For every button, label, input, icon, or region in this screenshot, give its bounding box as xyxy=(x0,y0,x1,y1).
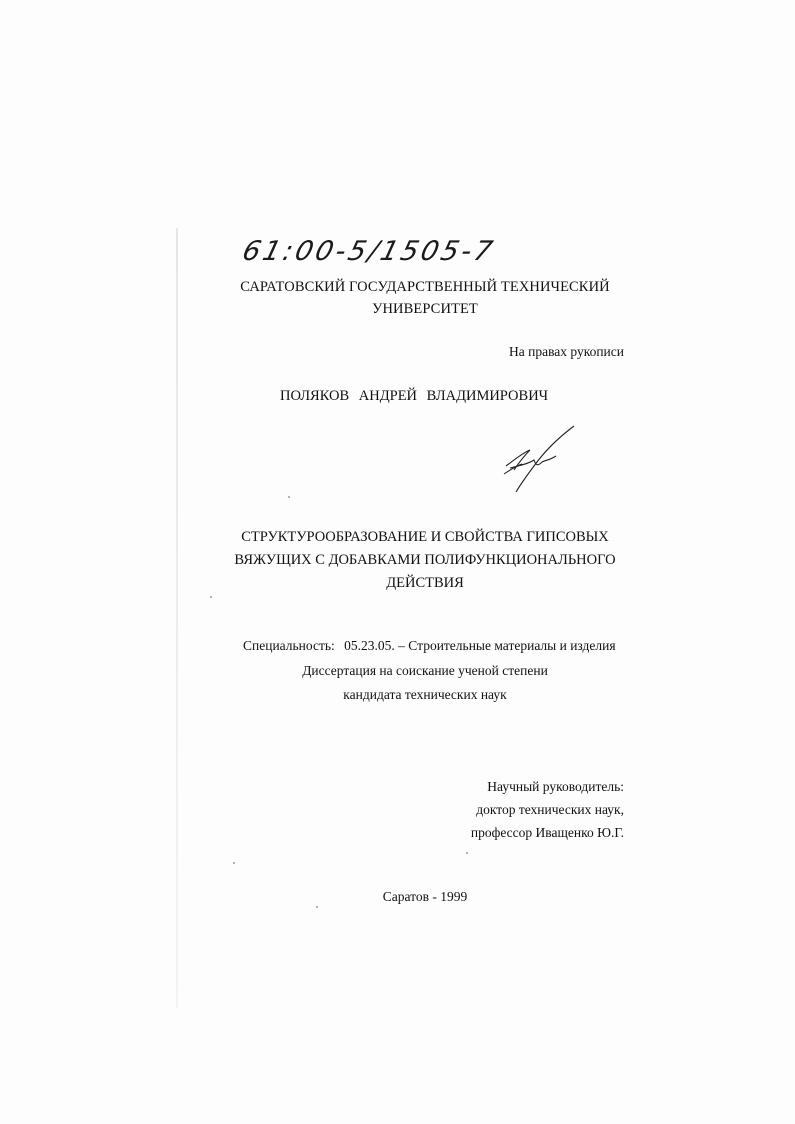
thesis-line-1: Диссертация на соискание ученой степени xyxy=(302,663,548,678)
place-and-year: Саратов - 1999 xyxy=(382,889,468,904)
author-name: ПОЛЯКОВ АНДРЕЙ ВЛАДИМИРОВИЧ xyxy=(280,388,549,404)
scan-edge-shadow xyxy=(176,228,178,1008)
advisor-name: профессор Иващенко Ю.Г. xyxy=(470,825,624,840)
advisor-degree: доктор технических наук, xyxy=(476,802,624,817)
title-line-3: ДЕЙСТВИЯ xyxy=(386,575,464,591)
handwritten-archive-code xyxy=(237,228,507,272)
title-line-1: СТРУКТУРООБРАЗОВАНИЕ И СВОЙСТВА ГИПСОВЫХ xyxy=(241,529,609,545)
signature xyxy=(500,422,580,494)
university-line-1: САРАТОВСКИЙ ГОСУДАРСТВЕННЫЙ ТЕХНИЧЕСКИЙ xyxy=(240,279,610,295)
specialty-line xyxy=(243,638,643,654)
dissertation-title xyxy=(200,526,650,595)
university-line-2: УНИВЕРСИТЕТ xyxy=(372,301,478,317)
specialty-name: – Строительные материалы и изделия xyxy=(398,638,616,653)
archive-code-text: 61:00-5/1505-7 xyxy=(239,236,499,267)
scan-speck xyxy=(466,852,468,854)
scan-speck xyxy=(316,906,318,908)
specialty-label: Специальность: xyxy=(243,638,335,653)
university-name xyxy=(200,276,650,320)
rights-note: На правах рукописи xyxy=(508,344,624,359)
scan-speck xyxy=(210,596,212,598)
advisor-role: Научный руководитель: xyxy=(487,779,624,794)
thesis-line-2: кандидата технических наук xyxy=(343,687,507,702)
specialty-code: 05.23.05. xyxy=(344,638,395,653)
scan-speck xyxy=(288,496,290,498)
title-line-2: ВЯЖУЩИХ С ДОБАВКАМИ ПОЛИФУНКЦИОНАЛЬНОГО xyxy=(234,552,616,568)
scan-speck xyxy=(233,862,235,864)
